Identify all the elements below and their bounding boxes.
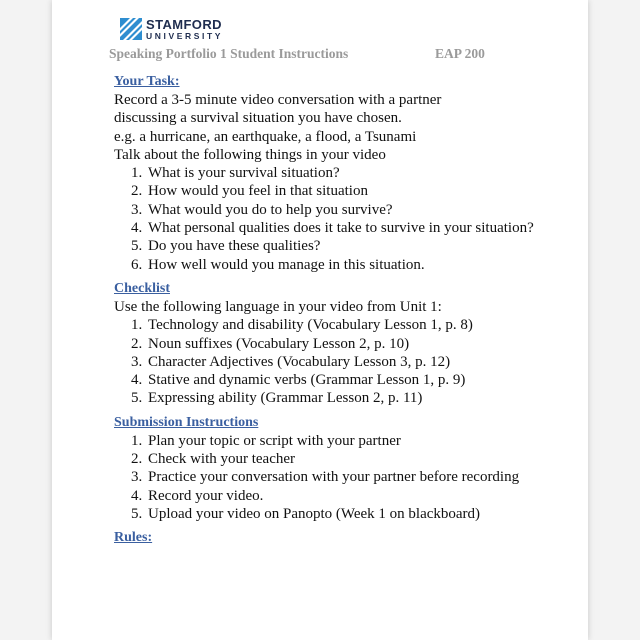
- submission-heading: Submission Instructions: [114, 414, 259, 430]
- task-heading: Your Task:: [114, 74, 180, 89]
- submission-item: 2. Check with your teacher: [146, 450, 564, 468]
- checklist-item: 1. Technology and disability (Vocabulary Lesson 1, p. 8): [146, 316, 564, 334]
- rules-heading: Rules:: [114, 530, 153, 546]
- task-question-list: [114, 164, 564, 274]
- submission-item: 1. Plan your topic or script with your partner: [146, 432, 564, 450]
- task-line: e.g. a hurricane, an earthquake, a flood, a Tsunami: [114, 128, 417, 145]
- document-header: [109, 46, 489, 62]
- stamford-logo-icon: [120, 18, 142, 40]
- checklist-item: 5. Expressing ability (Grammar Lesson 2, p. 11): [146, 389, 564, 407]
- checklist-heading: Checklist: [114, 280, 170, 296]
- checklist-intro: Use the following language in your video from Unit 1:: [114, 298, 442, 315]
- task-question: 5. Do you have these qualities?: [146, 237, 564, 255]
- submission-item: 3. Practice your conversation with your partner before recording: [146, 468, 564, 486]
- course-code: EAP 200: [435, 46, 485, 61]
- submission-list: [114, 432, 564, 523]
- task-question: 3. What would you do to help you survive?: [146, 201, 564, 219]
- checklist-item: 2. Noun suffixes (Vocabulary Lesson 2, p. 10): [146, 335, 564, 353]
- submission-item: 5. Upload your video on Panopto (Week 1 on blackboard): [146, 505, 564, 523]
- checklist-section: [114, 280, 564, 408]
- document-title: Speaking Portfolio 1 Student Instructions: [109, 46, 349, 61]
- task-question: 4. What personal qualities does it take to survive in your situation?: [146, 219, 564, 237]
- document-body: [114, 73, 564, 553]
- task-question: 6. How well would you manage in this situation.: [146, 256, 564, 274]
- submission-section: [114, 414, 564, 523]
- task-section: [114, 73, 564, 274]
- task-line: discussing a survival situation you have chosen.: [114, 110, 402, 127]
- rules-section: [114, 529, 564, 547]
- logo-name: STAMFORD: [146, 16, 222, 32]
- task-question: 1. What is your survival situation?: [146, 164, 564, 182]
- submission-item: 4. Record your video.: [146, 487, 564, 505]
- logo-subname: UNIVERSITY: [146, 30, 224, 41]
- checklist-item: 3. Character Adjectives (Vocabulary Lesson 3, p. 12): [146, 353, 564, 371]
- checklist-item: 4. Stative and dynamic verbs (Grammar Lesson 1, p. 9): [146, 371, 564, 389]
- task-line: Talk about the following things in your video: [114, 146, 386, 163]
- task-question: 2. How would you feel in that situation: [146, 182, 564, 200]
- checklist-list: [114, 316, 564, 407]
- university-logo: [120, 16, 223, 42]
- logo-wordmark: [146, 18, 223, 41]
- task-line: Record a 3-5 minute video conversation with a partner: [114, 92, 442, 108]
- document-page: [52, 0, 588, 640]
